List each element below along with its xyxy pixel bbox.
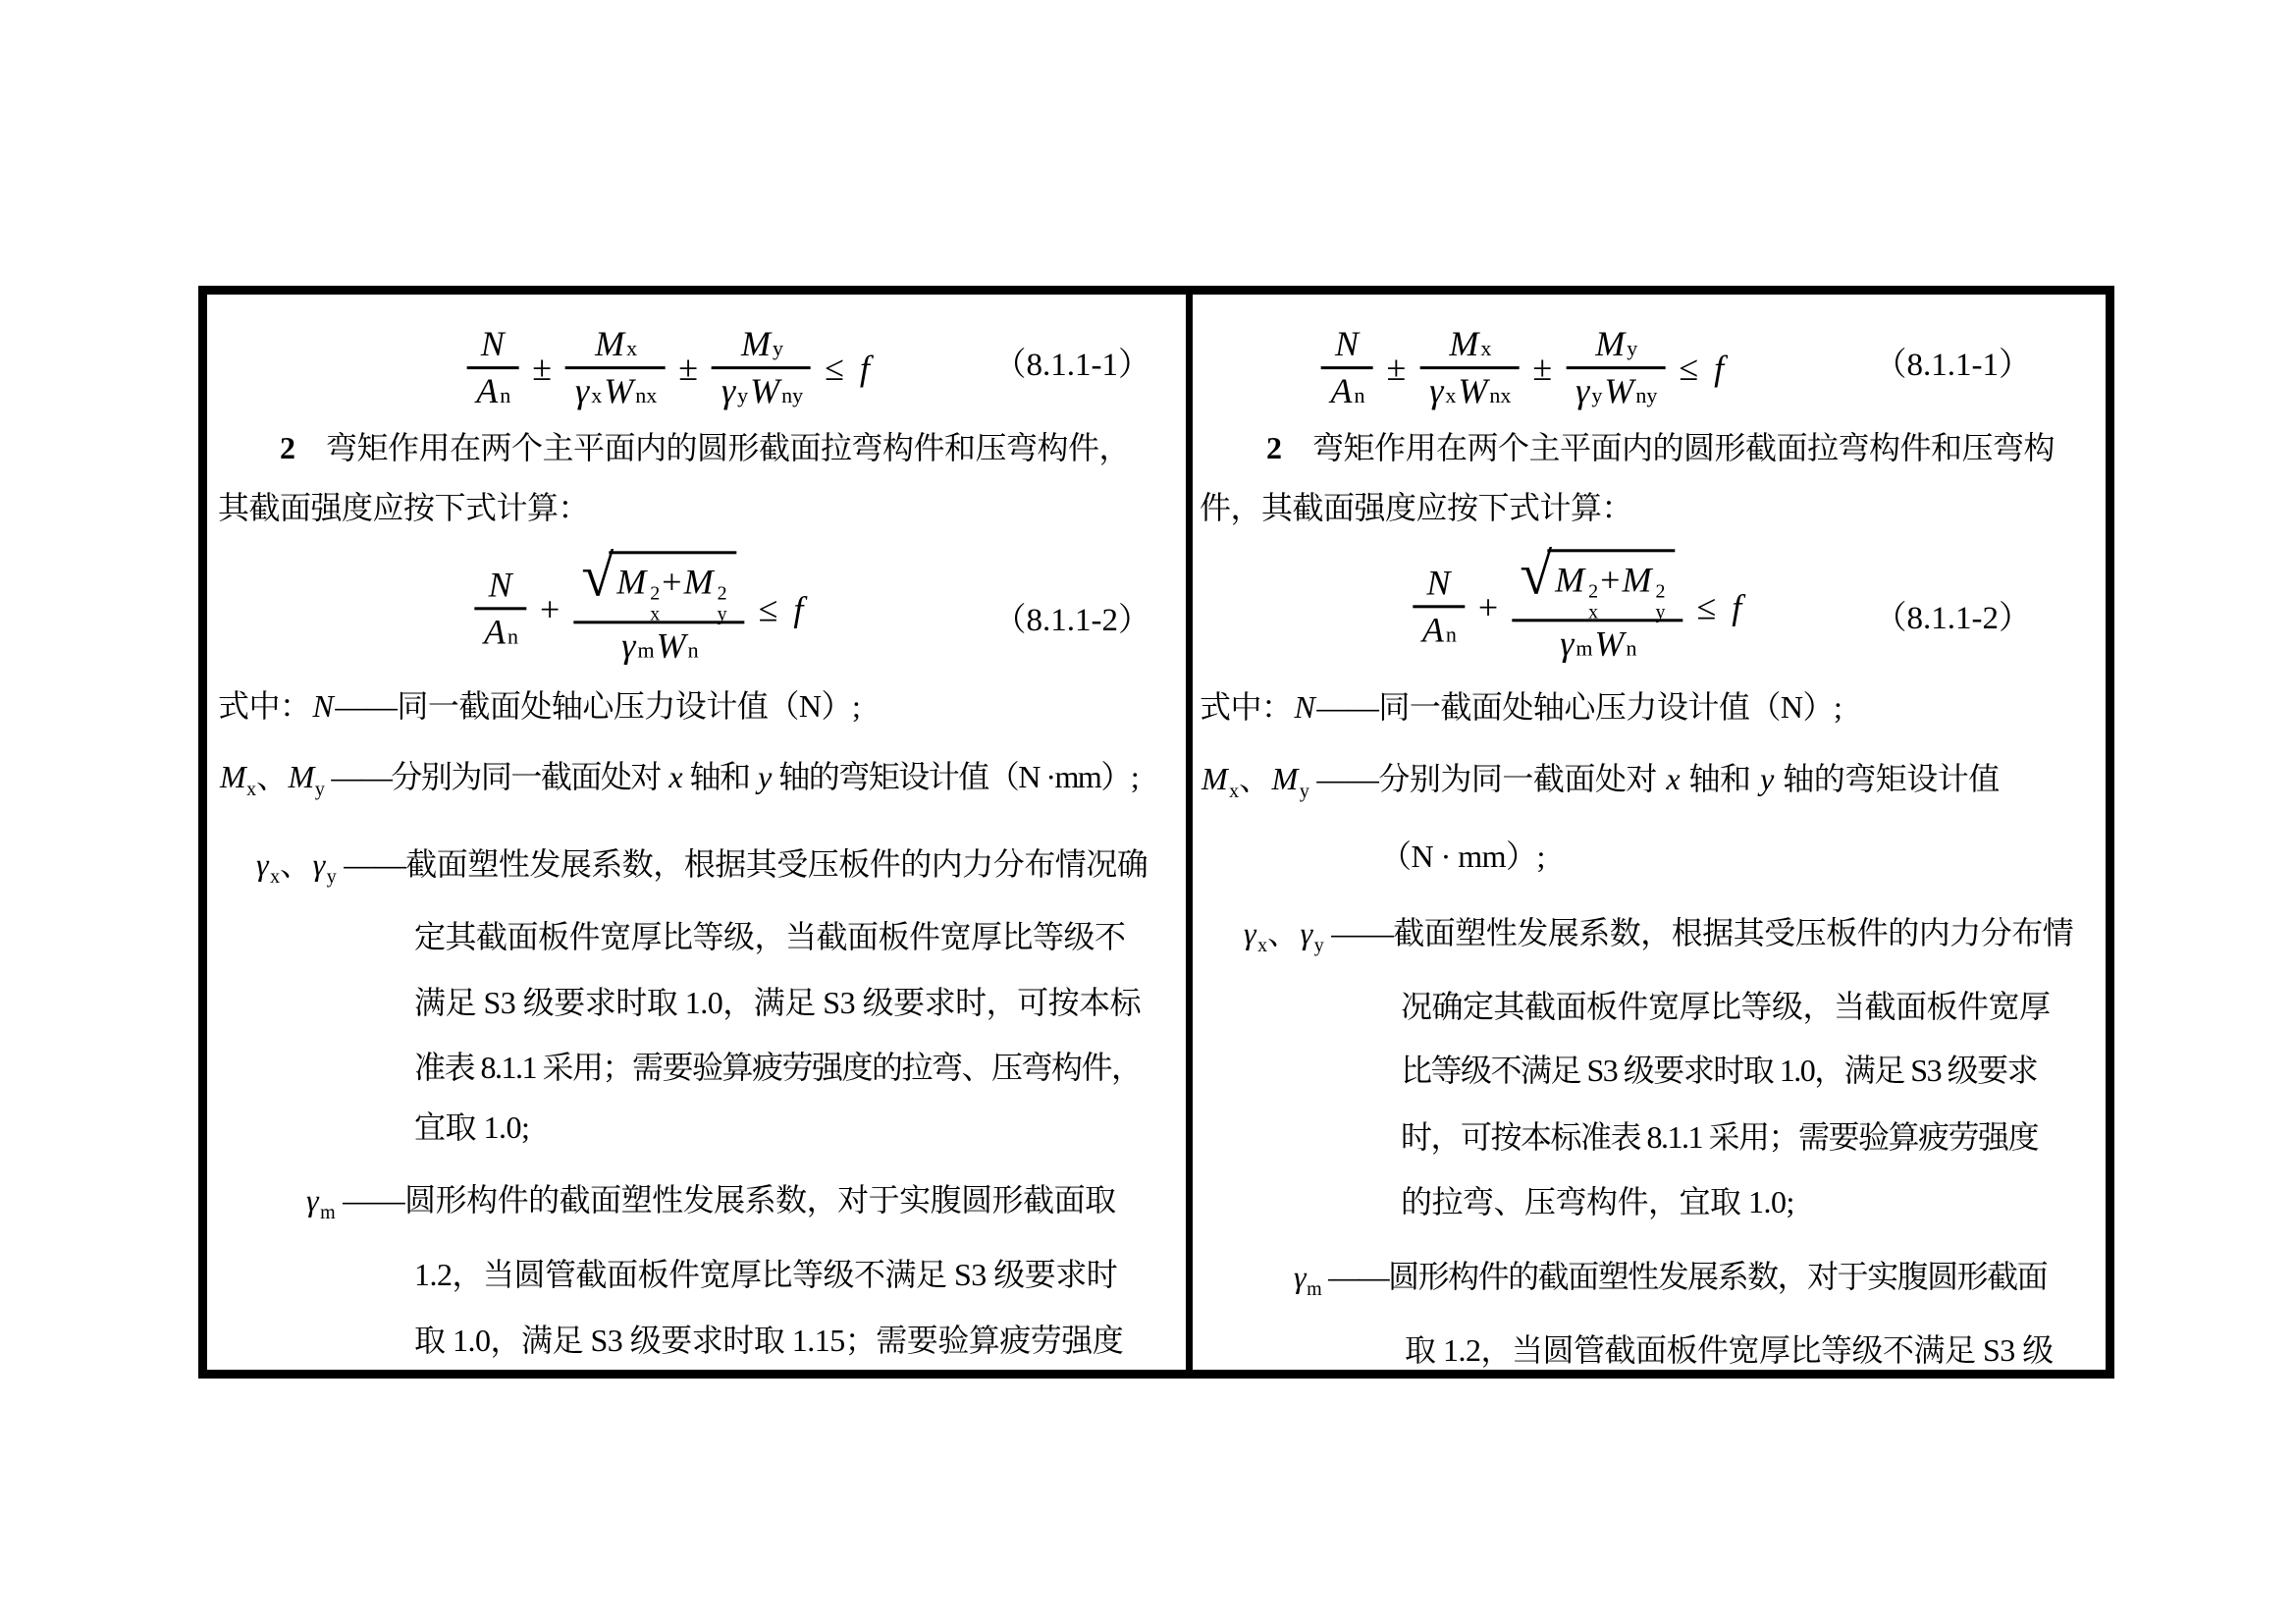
definition-line: 式中：N——同一截面处轴心压力设计值（N）;	[218, 688, 861, 724]
definition-line: 式中：N——同一截面处轴心压力设计值（N）;	[1200, 689, 1842, 725]
rhs-variable: f	[1714, 349, 1725, 388]
radicand: M 2 x + M 2 y	[1547, 549, 1675, 617]
document-comparison-table	[198, 286, 2114, 1379]
plus-operator: +	[1477, 586, 1499, 626]
plus-minus-operator: ±	[678, 349, 698, 388]
fraction	[1413, 561, 1465, 653]
radical-sign: √	[581, 543, 614, 609]
definition-line: （N · mm）;	[1380, 839, 1545, 874]
definition-line: 宜取 1.0;	[414, 1110, 530, 1145]
fraction-numerator: N	[488, 565, 512, 605]
fraction-denominator: A n	[1320, 367, 1372, 414]
definition-line: 满足 S3 级要求时取 1.0，满足 S3 级要求时，可按本标	[414, 985, 1142, 1020]
definition-line: γ $_x$、γ $_y$ ——截面塑性发展系数，根据其受压板件的内力分布情况确	[256, 846, 1148, 888]
definition-line: 定其截面板件宽厚比等级，当截面板件宽厚比等级不	[414, 919, 1126, 954]
fraction-numerator: M x	[1449, 324, 1492, 364]
definition-line: 取 1.2，当圆管截面板件宽厚比等级不满足 S3 级	[1405, 1332, 2054, 1368]
math-expression	[1409, 541, 1743, 666]
leq-operator: ≤	[825, 349, 844, 388]
equation-number: （8.1.1-1）	[1874, 348, 2031, 383]
definition-line: 的拉弯、压弯构件，宜取 1.0;	[1401, 1184, 1794, 1219]
fraction	[1566, 322, 1665, 414]
fraction	[712, 322, 811, 414]
fraction-denominator: A n	[474, 607, 526, 654]
square-root	[581, 543, 736, 625]
fraction-numerator	[573, 543, 744, 625]
fraction-denominator: A n	[1413, 605, 1465, 652]
paragraph-line: 件，其截面强度应按下式计算：	[1200, 490, 1633, 525]
definition-line: γ $_x$、γ $_y$ ——截面塑性发展系数，根据其受压板件的内力分布情	[1244, 915, 2074, 956]
rhs-variable: f	[859, 349, 870, 388]
definition-line: γ $_m$ ——圆形构件的截面塑性发展系数，对于实腹圆形截面取	[306, 1182, 1116, 1223]
square-root	[1520, 541, 1675, 623]
formula-8112-right	[1193, 533, 2106, 680]
plus-minus-operator: ±	[1532, 349, 1553, 388]
fraction-denominator: A n	[466, 367, 518, 414]
fraction-numerator	[1512, 541, 1682, 623]
fraction	[565, 322, 665, 414]
equation-number: （8.1.1-2）	[1874, 601, 2031, 636]
fraction	[474, 563, 526, 655]
leq-operator: ≤	[1696, 586, 1717, 626]
math-expression	[1316, 322, 1726, 414]
fraction-denominator: γ m W n	[1512, 619, 1682, 666]
definition-line: 比等级不满足 S3 级要求时取 1.0，满足 S3 级要求	[1401, 1053, 2038, 1088]
leq-operator: ≤	[1679, 349, 1699, 388]
fraction	[466, 322, 518, 414]
formula-8112-left	[207, 535, 1186, 682]
paragraph-line: 其截面强度应按下式计算：	[218, 490, 590, 525]
definition-line: M $_x$、M $_y$ ——分别为同一截面处对 x 轴和 y 轴的弯矩设计值（N ·mm）;	[220, 759, 1139, 800]
equation-number: （8.1.1-1）	[993, 348, 1150, 383]
definition-line: 况确定其截面板件宽厚比等级，当截面板件宽厚	[1401, 989, 2051, 1024]
fraction	[1320, 322, 1372, 414]
column-divider	[1186, 295, 1193, 1370]
definition-line: M $_x$、M $_y$ ——分别为同一截面处对 x 轴和 y 轴的弯矩设计值	[1201, 761, 2000, 802]
radical-sign: √	[1520, 541, 1553, 607]
math-expression	[462, 322, 872, 414]
fraction-numerator: N	[1426, 563, 1451, 603]
fraction-numerator: M x	[595, 324, 638, 364]
paragraph-line: 2 弯矩作用在两个主平面内的圆形截面拉弯构件和压弯构	[1266, 430, 2056, 465]
right-column	[1193, 295, 2106, 1370]
plus-operator: +	[540, 588, 561, 628]
fraction-denominator: γ x W nx	[1419, 367, 1519, 414]
definition-line: 准表 8.1.1 采用；需要验算疲劳强度的拉弯、压弯构件，	[414, 1050, 1142, 1085]
fraction-numerator: N	[480, 324, 505, 364]
leq-operator: ≤	[758, 588, 778, 628]
radicand: M 2 x + M 2 y	[609, 551, 736, 619]
definition-line: 1.2，当圆管截面板件宽厚比等级不满足 S3 级要求时	[414, 1257, 1118, 1292]
fraction-numerator: N	[1334, 324, 1359, 364]
fraction-denominator: γ y W ny	[1566, 367, 1665, 414]
rhs-variable: f	[1732, 586, 1742, 626]
fraction-denominator: γ m W n	[573, 621, 744, 668]
fraction	[1419, 322, 1519, 414]
formula-8111-left	[207, 299, 1186, 437]
fraction-numerator: M y	[1595, 324, 1638, 364]
equation-number: （8.1.1-2）	[993, 603, 1150, 638]
definition-line: 取 1.0，满足 S3 级要求时取 1.15；需要验算疲劳强度	[414, 1323, 1124, 1358]
math-expression	[470, 543, 805, 668]
definition-line: γ $_m$ ——圆形构件的截面塑性发展系数，对于实腹圆形截面	[1294, 1259, 2048, 1300]
definition-line: 时，可按本标准表 8.1.1 采用；需要验算疲劳强度	[1401, 1119, 2039, 1155]
fraction	[1512, 541, 1682, 666]
fraction	[573, 543, 744, 668]
left-column	[207, 295, 1186, 1370]
fraction-denominator: γ x W nx	[565, 367, 665, 414]
plus-minus-operator: ±	[532, 349, 552, 388]
rhs-variable: f	[793, 588, 804, 628]
fraction-denominator: γ y W ny	[712, 367, 811, 414]
paragraph-line: 2 弯矩作用在两个主平面内的圆形截面拉弯构件和压弯构件，	[280, 430, 1131, 465]
plus-minus-operator: ±	[1386, 349, 1407, 388]
fraction-numerator: M y	[741, 324, 784, 364]
formula-8111-right	[1193, 299, 2106, 437]
